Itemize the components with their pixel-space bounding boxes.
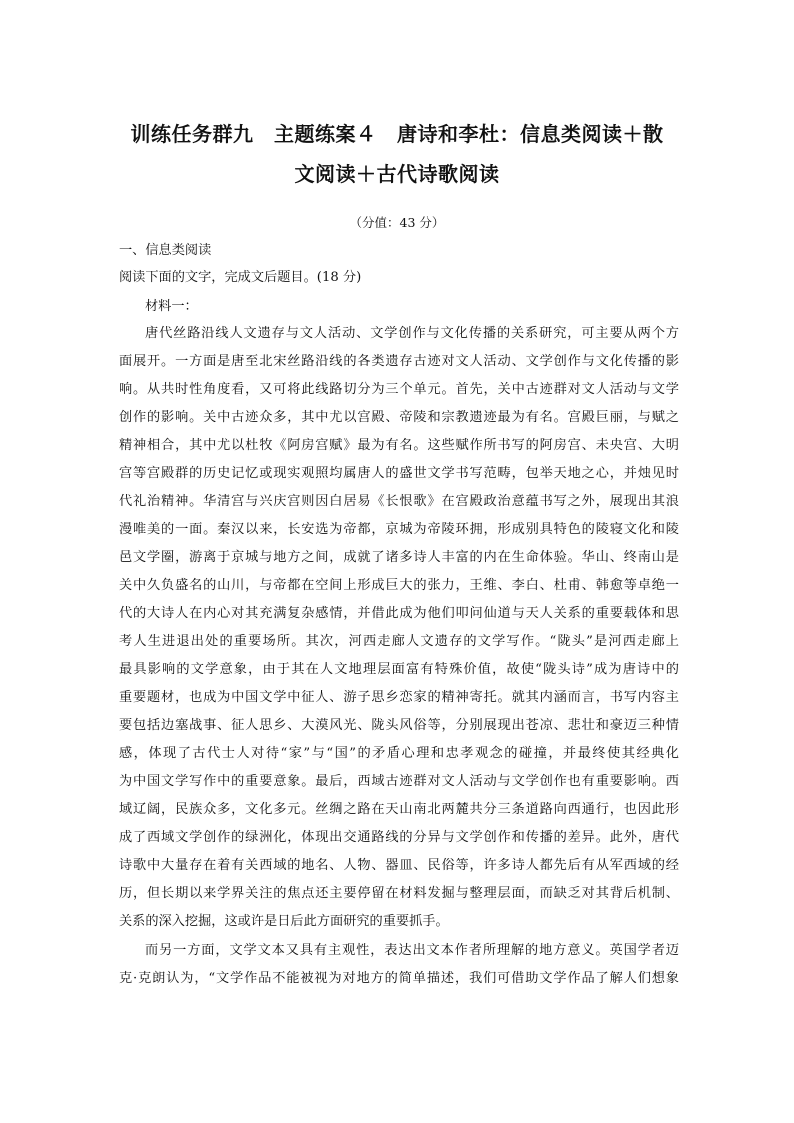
paragraph-line: 邑文学圈，游离于京城与地方之间，成就了诸多诗人丰富的内在生命体验。华山、终南山是 (119, 550, 679, 565)
paragraph-line: 重要题材，也成为中国文学中征人、游子思乡恋家的精神寄托。就其内涵而言，书写内容主 (119, 690, 679, 705)
paragraph-line: 精神相合，其中尤以杜牧《阿房宫赋》最为有名。这些赋作所书写的阿房宫、未央宫、大明 (119, 438, 679, 453)
document-title-line-2: 文阅读＋古代诗歌阅读 (294, 162, 500, 186)
paragraph-line: 代礼治精神。华清宫与兴庆宫则因白居易《长恨歌》在宫殿政治意蕴书写之外，展现出其浪 (119, 494, 679, 509)
paragraph-line: 诗歌中大量存在着有关西域的地名、人物、器皿、民俗等，许多诗人都先后有从军西域的经 (119, 858, 679, 873)
paragraph-line: 域辽阔，民族众多，文化多元。丝绸之路在天山南北两麓共分三条道路向西通行，也因此形 (119, 802, 679, 817)
section-heading: 一、信息类阅读 (119, 243, 212, 258)
paragraph-line: 代的大诗人在内心对其充满复杂感情，并借此成为他们叩问仙道与天人关系的重要载体和思 (119, 606, 679, 621)
paragraph-line: 历，但长期以来学界关注的焦点还主要停留在材料发掘与整理层面，而缺乏对其背后机制、 (119, 886, 679, 901)
paragraph-line: 响。从共时性角度看，又可将此线路切分为三个单元。首先，关中古迹群对文人活动与文学 (119, 382, 679, 397)
paragraph-line: 最具影响的文学意象，由于其在人文地理层面富有特殊价值，故使“陇头诗”成为唐诗中的 (119, 662, 679, 677)
paragraph-line: 感，体现了古代士人对待“家”与“国”的矛盾心理和忠孝观念的碰撞，并最终使其经典化 (119, 746, 679, 761)
paragraph-line: 为中国文学写作中的重要意象。最后，西域古迹群对文人活动与文学创作也有重要影响。西 (119, 774, 679, 789)
paragraph-line: 面展开。一方面是唐至北宋丝路沿线的各类遗存古迹对文人活动、文学创作与文化传播的影 (119, 354, 679, 369)
paragraph-line: 关中久负盛名的山川，与帝都在空间上形成巨大的张力，王维、李白、杜甫、韩愈等卓绝一 (119, 578, 679, 593)
paragraph-line: 关系的深入挖掘，这或许是日后此方面研究的重要抓手。 (119, 914, 449, 929)
score-note: （分值：43 分） (349, 215, 445, 230)
paragraph-line: 漫唯美的一面。秦汉以来，长安选为帝都，京城为帝陵环拥，形成别具特色的陵寝文化和陵 (119, 522, 679, 537)
paragraph-line: 成了西域文学创作的绿洲化，体现出交通路线的分异与文学创作和传播的差异。此外，唐代 (119, 830, 679, 845)
paragraph-line: 要包括边塞战事、征人思乡、大漠风光、陇头风俗等，分别展现出苍凉、悲壮和豪迈三种情 (119, 718, 679, 733)
paragraph-line: 唐代丝路沿线人文遗存与文人活动、文学创作与文化传播的关系研究，可主要从两个方 (145, 326, 679, 341)
paragraph-line: 创作的影响。关中古迹众多，其中尤以宫殿、帝陵和宗教遗迹最为有名。宫殿巨丽，与赋之 (119, 410, 679, 425)
paragraph-line: 克·克朗认为，“文学作品不能被视为对地方的简单描述，我们可借助文学作品了解人们想象 (119, 971, 679, 986)
instruction-text: 阅读下面的文字，完成文后题目。(18 分) (119, 270, 362, 285)
paragraph-line: 宫等宫殿群的历史记忆或现实观照均属唐人的盛世文学书写范畴，包举天地之心，并烛见时 (119, 466, 679, 481)
document-title-line-1: 训练任务群九 主题练案４ 唐诗和李杜：信息类阅读＋散 (130, 122, 664, 146)
paragraph-line: 考人生进退出处的重要场所。其次，河西走廊人文遗存的文学写作。“陇头”是河西走廊上 (119, 634, 679, 649)
paragraph-line: 而另一方面，文学文本又具有主观性，表达出文本作者所理解的地方意义。英国学者迈 (145, 943, 679, 958)
material-label: 材料一： (145, 299, 198, 314)
